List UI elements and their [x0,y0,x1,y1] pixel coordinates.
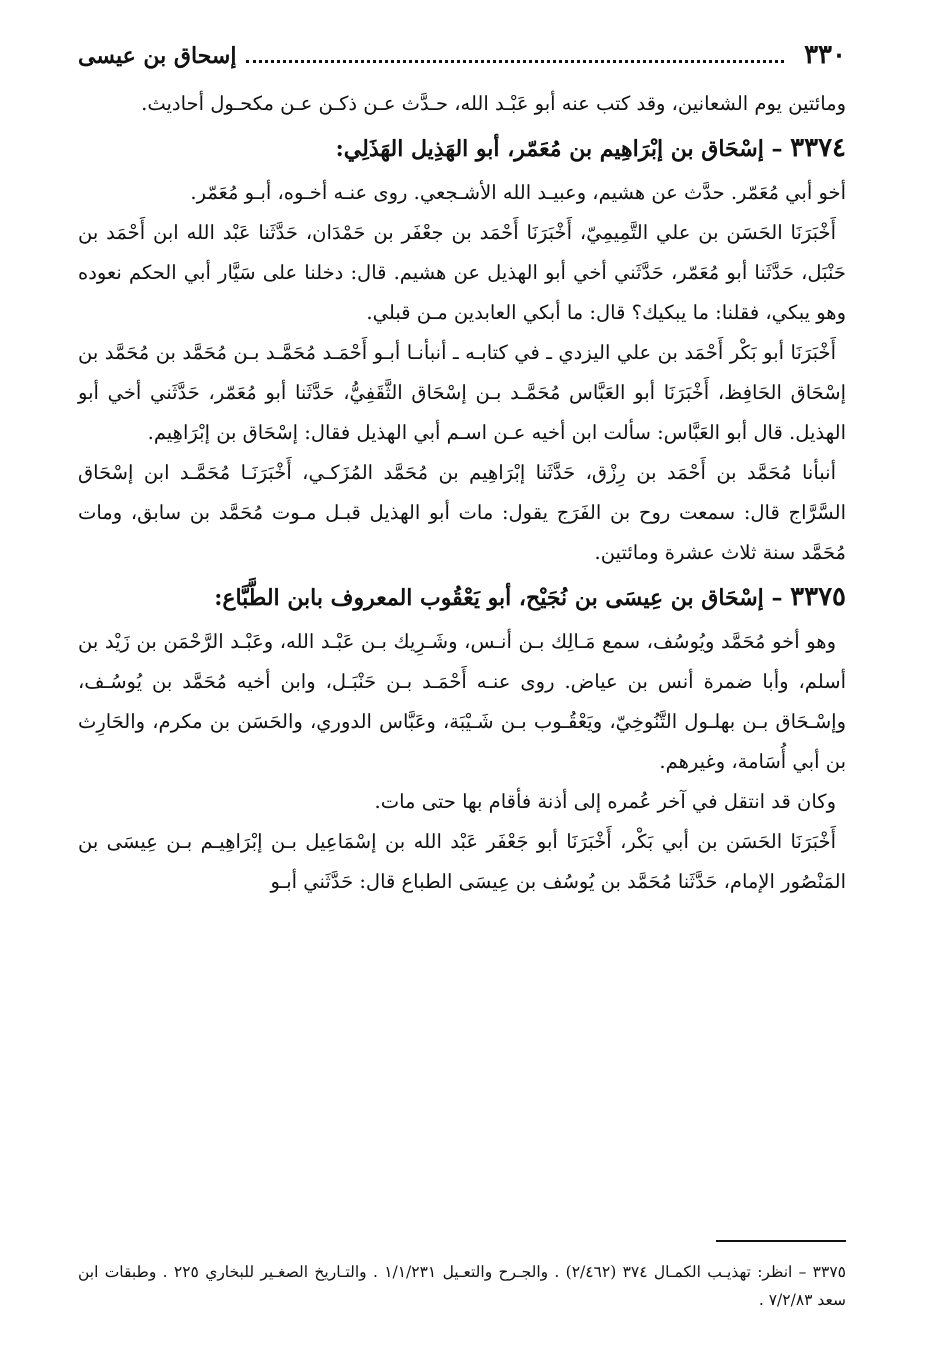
entry-number: ٣٣٧٥ [790,582,846,612]
paragraph: أَخْبَرَنَا الحَسَن بن علي التَّمِيمِيّ، أَخْبَرَنَا أَحْمَد بن جعْفَر بن حَمْدَان، حَدَّثَنا عَبْد الله ابن أَحْمَد بن حَنْبَل، حَدَّثَنا أبو مُعَمّر، حَدَّثَني أخي أبو الهذيل عن هشيم. قال: دخلنا على سَيَّار أبي الحكم نعوده وهو يبكي، فقلنا: ما يبكيك؟ قال: ما أبكي العابدين مـن قبلي. [78,221,846,324]
paragraph: أنبأنا مُحَمَّد بن أَحْمَد بن رِزْق، حَدَّثَنا إبْرَاهِيم بن مُحَمَّد المُزَكـي، أَخْبَرَنَـا مُحَمَّـد ابن إسْحَاق السَّرَّاج قال: سمعت روح بن الفَرَج يقول: مات أبو الهذيل قبـل مـوت مُحَمَّد بن سابق، ومات مُحَمَّد سنة ثلاث عشرة ومائتين. [78,461,846,564]
paragraph: وهو أخو مُحَمَّد ويُوسُف، سمع مَـالِك بـن أنـس، وشَـرِيك بـن عَبْـد الله، وعَبْـد الرَّحْمَن بن زَيْد بن أسلم، وأبا ضمرة أنس بن عياض. روى عنـه أَحْمَـد بـن حَنْبَـل، وابن أخيه مُحَمَّد بن يُوسُـف، وإسْـحَاق بـن بهلـول التَّنُوخِيّ، ويَعْقُـوب بـن شَـيْبَة، وعَبَّاس الدوري، والحَسَن بن مكرم، والحَارِث بن أبي أُسَامة، وغيرهم. [78,630,846,773]
paragraph: أخو أبي مُعَمّر. حدَّث عن هشيم، وعبيـد الله الأشـجعي. روى عنـه أخـوه، أبـو مُعَمّر. [190,181,846,204]
footnote-rule [716,1240,846,1242]
page-number: ٣٣٠ [804,40,846,70]
entry-number: ٣٣٧٤ [790,133,846,163]
entry-title: – إسْحَاق بن إبْرَاهِيم بن مُعَمّر، أبو الهَذِيل الهَذَلِي: [335,136,783,162]
paragraph: أَخْبَرَنَا أبو بَكْر أَحْمَد بن علي اليزدي ـ في كتابـه ـ أنبأنـا أبـو أَحْمَـد مُحَمَّـد بـن مُحَمَّد بن مُحَمَّد بن إسْحَاق الحَافِظ، أَخْبَرَنَا أبو العَبَّاس مُحَمَّـد بـن إسْحَاق الثَّقَفِيُّ، حَدَّثَنا أبو مُعَمّر، حَدَّثَني أخي أبو الهذيل. قال أبو العَبَّاس: سألت ابن أخيه عـن اسـم أبي الهذيل فقال: إسْحَاق بن إبْرَاهِيم. [78,341,846,444]
footnotes [78,1258,846,1314]
paragraph: وكان قد انتقل في آخر عُمره إلى أذنة فأقام بها حتى مات. [374,790,836,813]
footnote: ٣٣٧٥ – انظر: تهذيـب الكمـال ٣٧٤ (٢/٤٦٢) . والجـرح والتعـيل ١/١/٢٣١ . والتـاريخ الصغـير للبخاري ٢٢٥ . وطبقات ابن سعد ٧/٢/٨٣ . [78,1263,846,1309]
entry-heading-3374 [78,124,846,173]
page-body [78,40,846,902]
entry-heading-3375 [78,573,846,622]
paragraph: أَخْبَرَنَا الحَسَن بن أبي بَكْر، أَخْبَرَنَا أبو جَعْفَر عَبْد الله بن إسْمَاعِيل بـن إبْرَاهِيـم بـن عِيسَى بن المَنْصُور الإمام، حَدَّثَنا مُحَمَّد بن يُوسُف بن عِيسَى الطباع قال: حَدَّثَني أبـو [78,830,846,893]
entry-title: – إسْحَاق بن عِيسَى بن نُجَيْح، أبو يَعْقُوب المعروف بابن الطَّبَّاع: [214,585,783,611]
running-header [78,40,846,84]
running-title: إسحاق بن عيسى [78,43,237,69]
paragraph-continuation: ومائتين يوم الشعانين، وقد كتب عنه أبو عَبْـد الله، حـدَّث عـن ذكـن عـن مكحـول أحاديث. [141,92,846,115]
header-dot-leader [246,60,784,63]
